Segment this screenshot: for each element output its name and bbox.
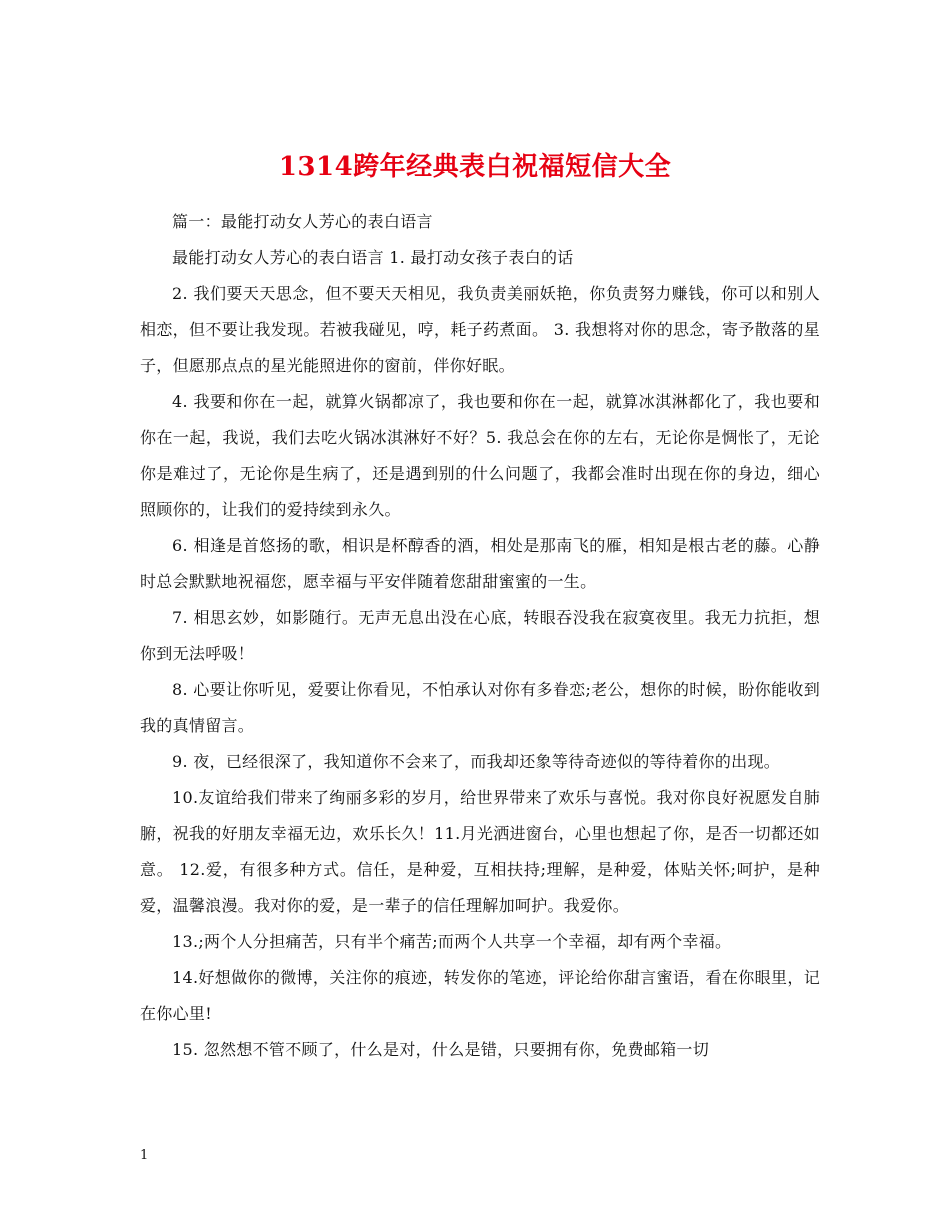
paragraph: 6. 相逢是首悠扬的歌，相识是杯醇香的酒，相处是那南飞的雁，相知是根古老的藤。心静时总会默默地祝福您，愿幸福与平安伴随着您甜甜蜜蜜的一生。 — [140, 536, 820, 591]
paragraph: 13.;两个人分担痛苦，只有半个痛苦;而两个人共享一个幸福，却有两个幸福。 — [172, 932, 732, 951]
page-number: 1 — [140, 1148, 149, 1163]
document-body — [140, 204, 820, 1068]
paragraph: 4. 我要和你在一起，就算火锅都凉了，我也要和你在一起，就算冰淇淋都化了，我也要和你在一起，我说，我们去吃火锅冰淇淋好不好？5. 我总会在你的左右，无论你是惆怅了，无论你是难过了，无论你是生病了，还是遇到别的什么问题了，我都会准时出现在你的身边，细心照顾你的，让我们的爱持续到永久。 — [140, 392, 820, 519]
paragraph: 8. 心要让你听见，爱要让你看见，不怕承认对你有多眷恋;老公，想你的时候，盼你能收到我的真情留言。 — [140, 680, 820, 735]
paragraph: 10.友谊给我们带来了绚丽多彩的岁月，给世界带来了欢乐与喜悦。我对你良好祝愿发自肺腑，祝我的好朋友幸福无边，欢乐长久！11.月光洒进窗台，心里也想起了你，是否一切都还如意。 12.爱，有很多种方式。信任，是种爱，互相扶持;理解，是种爱，体贴关怀;呵护，是种爱，温馨浪漫。我对你的爱，是一辈子的信任理解加呵护。我爱你。 — [140, 788, 820, 915]
paragraph: 15. 忽然想不管不顾了，什么是对，什么是错，只要拥有你，免费邮箱一切 — [172, 1040, 710, 1059]
paragraph: 7. 相思玄妙，如影随行。无声无息出没在心底，转眼吞没我在寂寞夜里。我无力抗拒，想你到无法呼吸！ — [140, 608, 820, 663]
document-title: 1314跨年经典表白祝福短信大全 — [278, 152, 672, 183]
paragraph: 最能打动女人芳心的表白语言 1. 最打动女孩子表白的话 — [172, 248, 574, 267]
paragraph: 2. 我们要天天思念，但不要天天相见，我负责美丽妖艳，你负责努力赚钱，你可以和别人相恋，但不要让我发现。若被我碰见，哼，耗子药煮面。 3. 我想将对你的思念，寄予散落的星子，但愿那点点的星光能照进你的窗前，伴你好眠。 — [140, 284, 820, 375]
paragraph: 9. 夜，已经很深了，我知道你不会来了，而我却还象等待奇迹似的等待着你的出现。 — [172, 752, 781, 771]
paragraph: 14.好想做你的微博，关注你的痕迹，转发你的笔迹，评论给你甜言蜜语，看在你眼里，记在你心里! — [140, 968, 820, 1023]
paragraph: 篇一：最能打动女人芳心的表白语言 — [172, 212, 433, 231]
